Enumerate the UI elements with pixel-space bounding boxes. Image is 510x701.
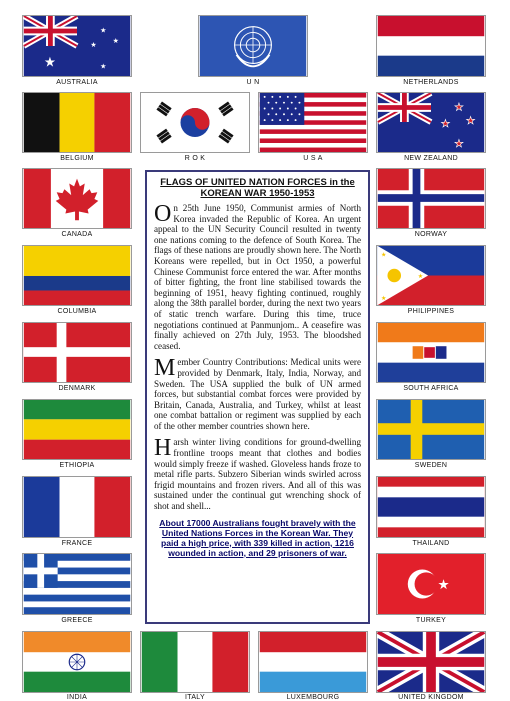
svg-text:★: ★ [440,117,451,130]
svg-text:★: ★ [381,296,387,303]
caption-united-kingdom: UNITED KINGDOM [398,694,464,701]
flag-australia [22,15,132,77]
norway-flag-icon [377,169,485,228]
flag-columbia [22,245,132,306]
caption-turkey: TURKEY [415,617,447,624]
flag-netherlands [376,15,486,77]
flag-rok [140,92,250,153]
drop-cap-1: O [154,201,172,227]
svg-text:★: ★ [43,54,56,70]
caption-italy: ITALY [185,694,205,701]
caption-un: U N [246,79,260,86]
flag-canada [22,168,132,229]
south-africa-flag-icon [377,323,485,382]
flag-south-africa [376,322,486,383]
svg-text:★: ★ [112,38,119,46]
india-flag-icon [23,632,131,692]
denmark-flag-icon [23,323,131,382]
caption-netherlands: NETHERLANDS [403,79,459,86]
philippines-flag-icon [377,246,485,305]
caption-sweden: SWEDEN [414,462,448,469]
caption-norway: NORWAY [414,231,448,238]
paragraph-3-text: arsh winter living conditions for ground-dwelling frontline troops meant that clothes and bodies would simply freeze if washed. Gloveless hands froze to metal rifle parts. Subzero Siberian winds swirled across frigid mountains and frozen rivers. And all of this was sustained under the continual gut wrenching shock of shot and shell... [154,437,361,512]
flag-france [22,476,132,538]
thailand-flag-icon [377,477,485,537]
united-kingdom-flag-icon [377,632,485,692]
sweden-flag-icon [377,400,485,459]
netherlands-flag-icon [377,16,485,76]
flag-greece [22,553,132,615]
paragraph-1-text: n 25th June 1950, Communist armies of North Korea invaded the Republic of Korea. An urgent appeal to the UN Security Council resulted in twenty one nations coming to the defence of South Korea. The flags of these nations are proudly shown here. The North Koreans were repelled, but in Oct 1950, a powerful Chinese Communist force entered the war. After months of bitter fighting, the front line stabilised towards the beginning of 1951, heavy fighting continued, roughly along the 38th parallel border, during the next two years of static trench warfare. During this time, truce negotiations continued at Panmunjom.. A ceasefire was finally achieved on 27th July, 1953. The bloodshed ceased. [154,203,361,351]
rok-flag-icon [141,93,249,152]
un-emblem-icon [199,16,307,76]
flag-new-zealand [376,92,486,153]
caption-france: FRANCE [61,540,93,547]
flag-philippines [376,245,486,306]
belgium-flag-icon [23,93,131,152]
caption-rok: R O K [184,155,206,162]
canada-flag-icon [23,169,131,228]
svg-text:★: ★ [454,101,464,114]
svg-text:★: ★ [100,27,107,35]
caption-belgium: BELGIUM [60,155,94,162]
drop-cap-3: H [154,435,172,462]
paragraph-contributions [154,357,361,431]
flag-thailand [376,476,486,538]
flag-usa [258,92,368,153]
caption-india: INDIA [66,694,88,701]
svg-text:★: ★ [100,63,107,71]
caption-new-zealand: NEW ZEALAND [404,155,458,162]
svg-text:★: ★ [454,138,464,151]
flag-sweden [376,399,486,460]
caption-australia: AUSTRALIA [56,79,98,86]
caption-denmark: DENMARK [58,385,96,392]
flag-india [22,631,132,693]
caption-canada: CANADA [61,231,93,238]
caption-philippines: PHILIPPINES [407,308,455,315]
caption-ethiopia: ETHIOPIA [59,462,95,469]
caption-thailand: THAILAND [412,540,450,547]
caption-south-africa: SOUTH AFRICA [403,385,459,392]
svg-text:★: ★ [381,252,387,259]
australian-casualties-note: About 17000 Australians fought bravely with the United Nations Forces in the Korean War. They paid a high price, with 339 killed in action, 1216 wounded in action, and 29 prisoners of war. [159,517,356,558]
columbia-flag-icon [23,246,131,305]
flag-italy [140,631,250,693]
france-flag-icon [23,477,131,537]
flag-un [198,15,308,77]
svg-text:★: ★ [417,273,423,280]
usa-flag-icon [259,93,367,152]
turkey-flag-icon [377,554,485,614]
italy-flag-icon [141,632,249,692]
caption-columbia: COLUMBIA [57,308,97,315]
flag-belgium [22,92,132,153]
svg-text:★: ★ [465,114,476,127]
ethiopia-flag-icon [23,400,131,459]
flag-ethiopia [22,399,132,460]
drop-cap-2: M [154,355,176,382]
history-panel [145,170,370,624]
flag-norway [376,168,486,229]
caption-luxembourg: LUXEMBOURG [286,694,340,701]
greece-flag-icon [23,554,131,614]
flag-luxembourg [258,631,368,693]
paragraph-history [154,203,361,351]
flag-denmark [22,322,132,383]
flag-turkey [376,553,486,615]
new-zealand-flag-icon [377,93,485,152]
luxembourg-flag-icon [259,632,367,692]
australia-flag-icon [23,16,131,76]
svg-text:★: ★ [437,576,450,592]
caption-usa: U S A [303,155,323,162]
paragraph-2-text: ember Country Contributions: Medical units were provided by Denmark, Italy, India, Norway, and Sweden. The USA supplied the bulk of UN armed forces, but substantial combat forces were provided by Britain, Canada, Australia, and Turkey, whilst at least one combat battalion or regiment was supplied by each of the other member countries shown here. [154,357,361,431]
svg-text:★: ★ [90,41,97,49]
panel-title: FLAGS OF UNITED NATION FORCES in the KOREAN WAR 1950-1953 [160,177,355,199]
caption-greece: GREECE [61,617,93,624]
paragraph-conditions [154,437,361,511]
flag-united-kingdom [376,631,486,693]
